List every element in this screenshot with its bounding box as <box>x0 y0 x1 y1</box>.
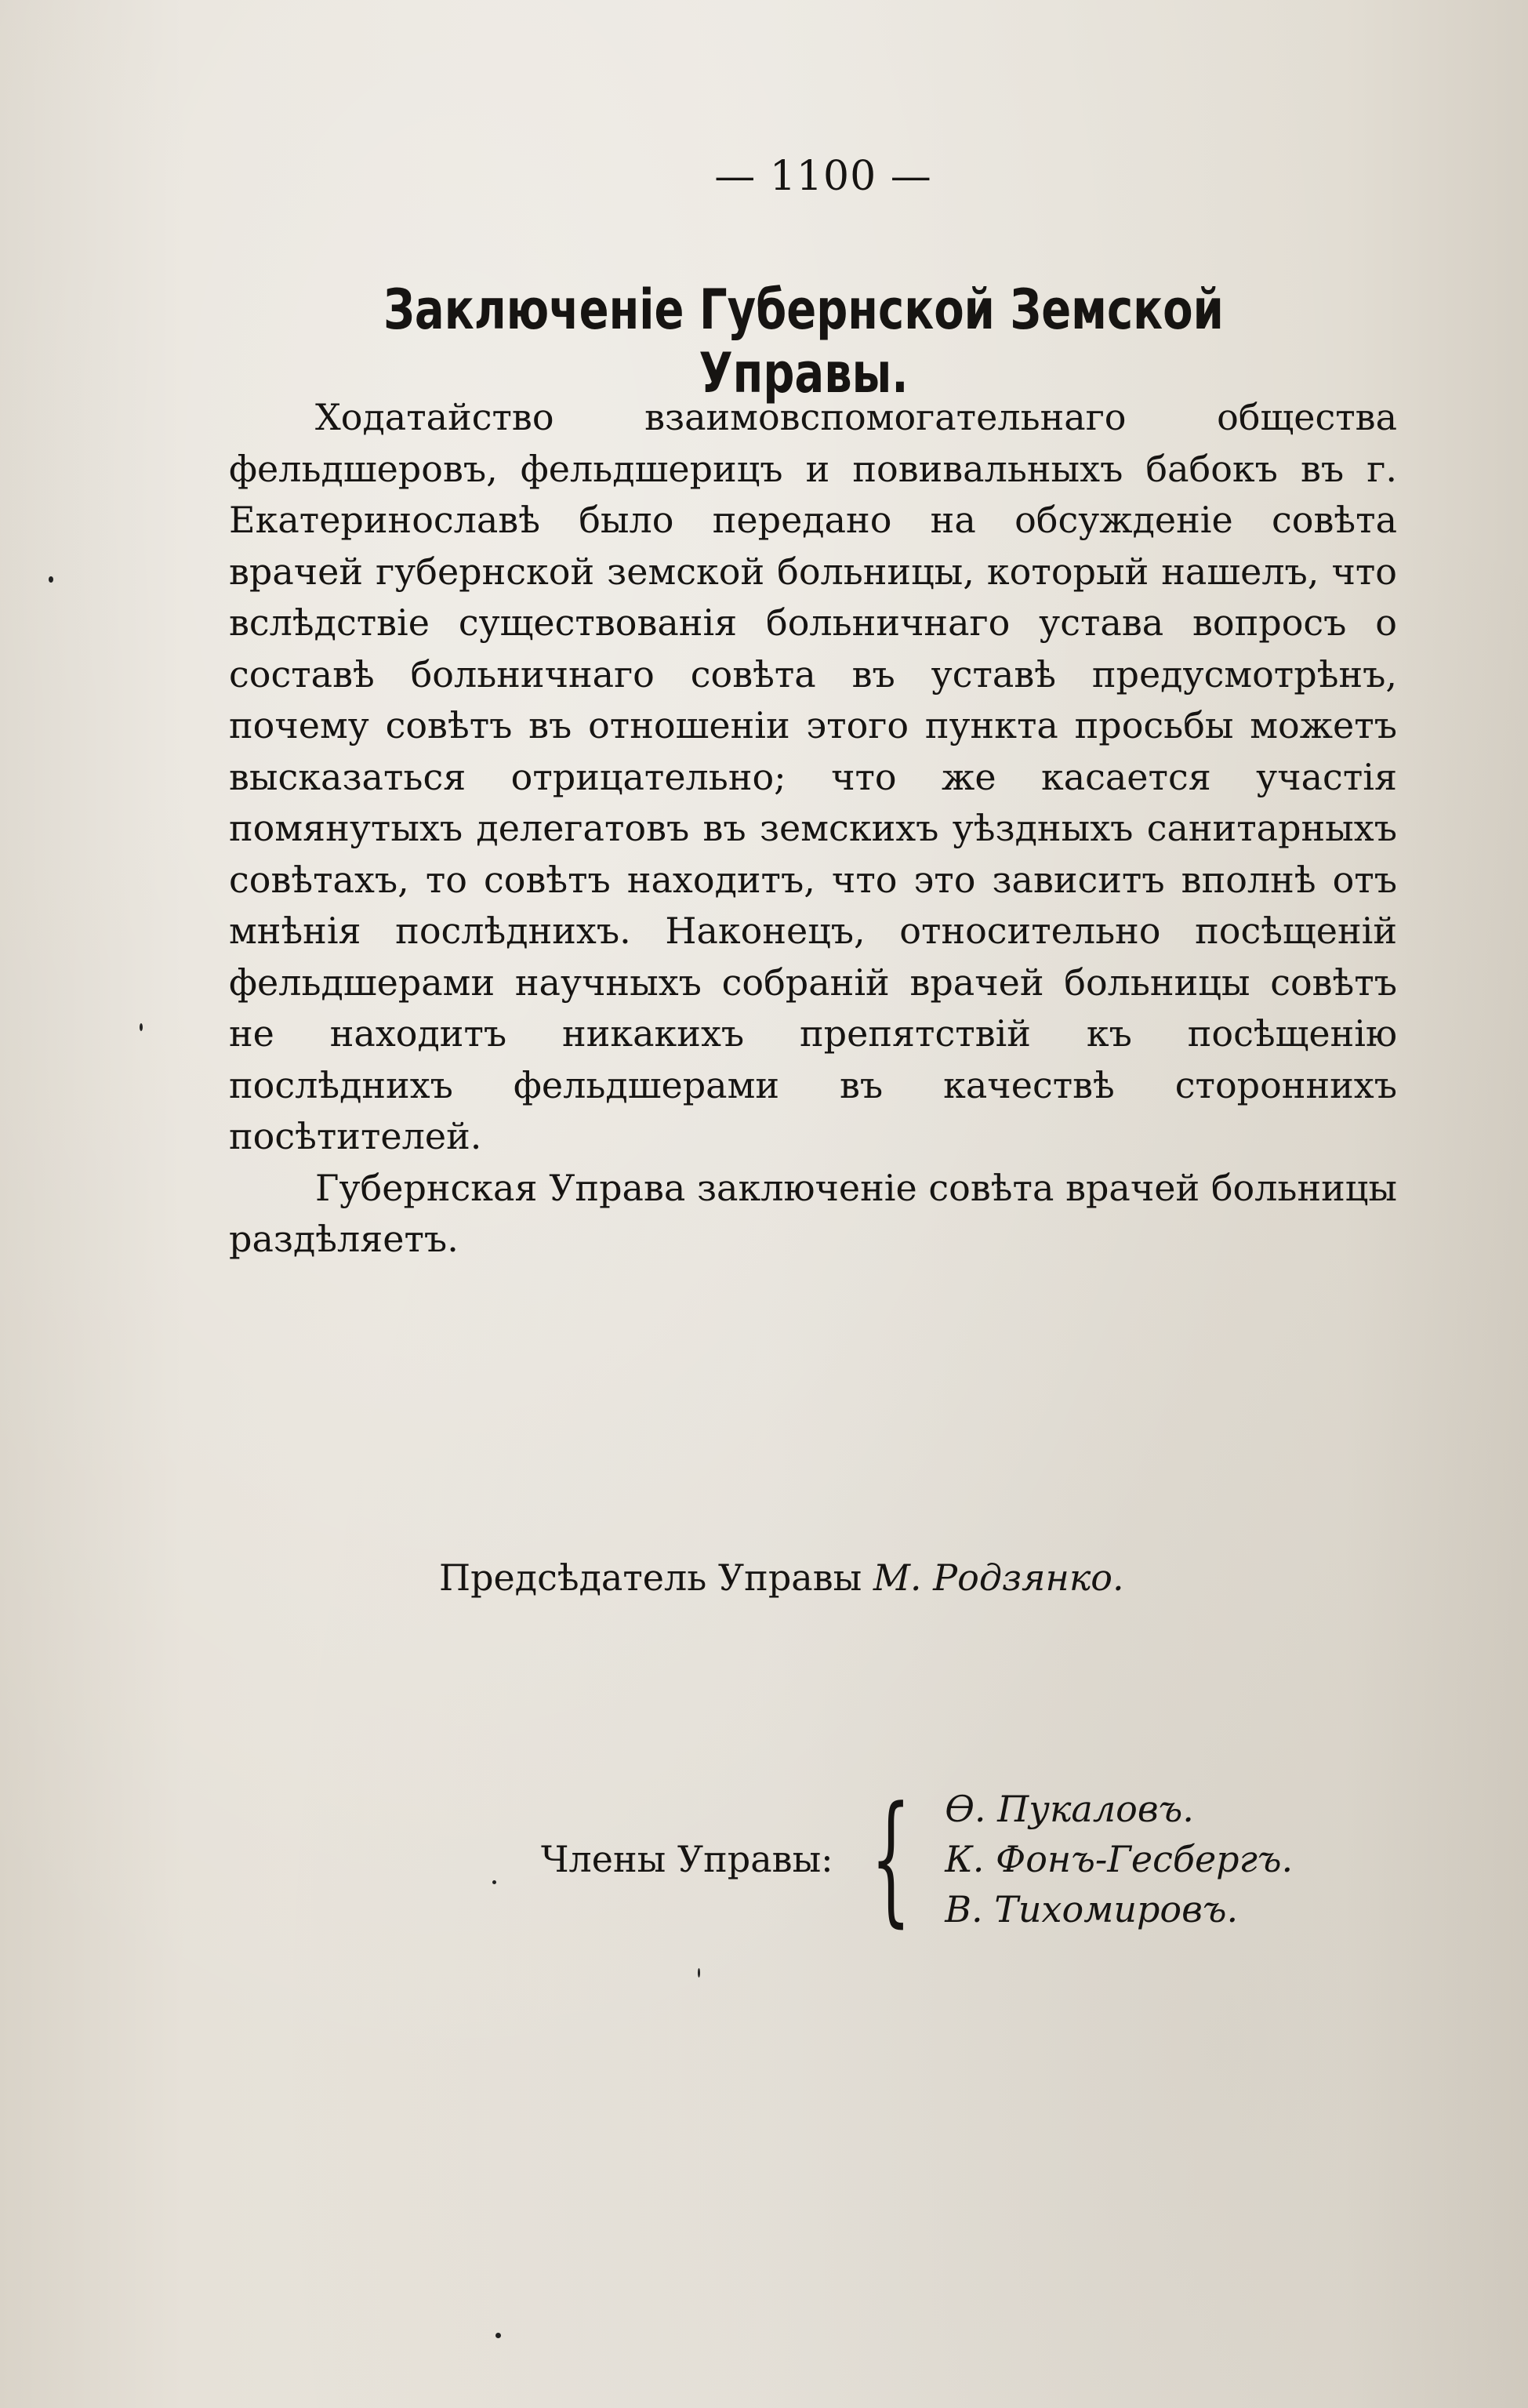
ink-speck <box>140 1023 143 1031</box>
ink-speck <box>698 1968 700 1978</box>
page-number: — 1100 — <box>714 153 932 200</box>
member-name: Ѳ. Пукаловъ. <box>945 1788 1194 1830</box>
ink-speck <box>495 2333 501 2338</box>
brace-glyph: { <box>870 1777 911 1941</box>
chairman-name: М. Родзянко. <box>873 1556 1124 1599</box>
members-label: Члены Управы: <box>541 1838 833 1880</box>
ink-speck <box>49 576 53 583</box>
paragraph: Ходатайство взаимовспомогательнаго общества фельдшеровъ, фельдшерицъ и повивальныхъ бабокъ въ г. Екатеринославѣ было передано на обсужденiе совѣта врачей губернской земской больницы, который нашелъ, что вслѣдствiе существованiя больничнаго устава вопросъ о составѣ больничнаго совѣта въ уставѣ предусмотрѣнъ, почему совѣтъ въ отношенiи этого пункта просьбы можетъ высказаться отрицательно; что же касается участiя помянутыхъ делегатовъ въ земскихъ уѣздныхъ санитарныхъ совѣтахъ, то совѣтъ находитъ, что это зависитъ вполнѣ отъ мнѣнiя послѣднихъ. Наконецъ, относительно посѣщенiй фельдшерами научныхъ собранiй врачей больницы совѣтъ не находитъ никакихъ препятствiй къ посѣщенiю послѣднихъ фельдшерами въ качествѣ стороннихъ посѣтителей. <box>229 396 1397 1157</box>
body-text <box>229 392 1397 1266</box>
paragraph: Губернская Управа заключенiе совѣта врачей больницы раздѣляетъ. <box>229 1166 1397 1260</box>
ink-speck <box>492 1880 496 1884</box>
member-name: К. Фонъ-Гесбергъ. <box>945 1838 1294 1880</box>
section-title: Заключенiе Губернской Земской Управы. <box>383 278 1224 406</box>
chairman-label: Предсѣдатель Управы <box>439 1556 862 1599</box>
member-name: В. Тихомировъ. <box>945 1888 1239 1930</box>
members-list <box>945 1784 1293 1934</box>
board-members <box>541 1777 1294 1941</box>
chairman-signature <box>439 1556 1124 1599</box>
